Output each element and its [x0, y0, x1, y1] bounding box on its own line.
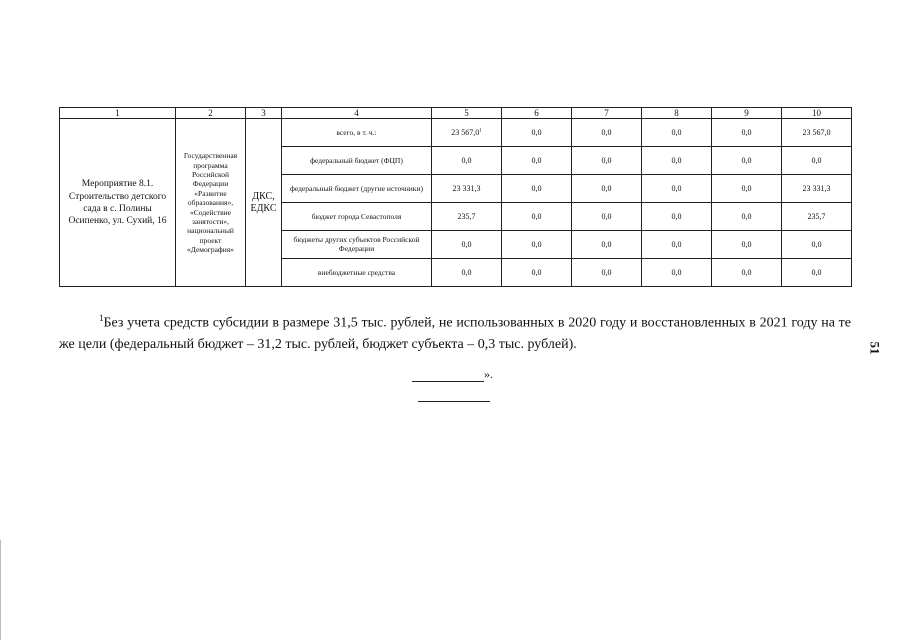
value-cell: 0,0: [432, 147, 502, 175]
value-cell: 0,0: [782, 259, 852, 287]
footnote-mark: 1: [99, 313, 104, 323]
value-cell: 0,0: [642, 231, 712, 259]
column-header: 7: [572, 108, 642, 119]
value-cell: 0,0: [712, 203, 782, 231]
value-cell: 235,7: [782, 203, 852, 231]
page-number: 51: [867, 341, 883, 355]
scan-edge-line: [0, 540, 1, 640]
end-mark: [412, 367, 493, 382]
value-cell: 0,0: [502, 231, 572, 259]
column-header: 5: [432, 108, 502, 119]
column-header: 3: [246, 108, 282, 119]
funding-source-cell: федеральный бюджет (другие источники): [282, 175, 432, 203]
funding-source-cell: федеральный бюджет (ФЦП): [282, 147, 432, 175]
footnote-text: Без учета средств субсидии в размере 31,5 тыс. рублей, не использованных в 2020 году и восстановленных в 2021 году на те же цели (федеральный бюджет – 31,2 тыс. рублей, бюджет субъекта – 0,3 тыс. рублей).: [59, 315, 851, 353]
value-cell: 23 567,0: [782, 119, 852, 147]
column-header: 10: [782, 108, 852, 119]
table-header-row: [60, 108, 852, 119]
value-cell: 0,0: [642, 203, 712, 231]
value-cell: 0,0: [502, 259, 572, 287]
value-cell: 23 331,3: [432, 175, 502, 203]
column-header: 2: [176, 108, 246, 119]
value-cell: 0,0: [712, 231, 782, 259]
value-cell: 0,0: [432, 259, 502, 287]
value-text: 23 567,0: [451, 128, 480, 138]
closing-quote: ».: [484, 367, 493, 381]
value-cell: 0,0: [642, 175, 712, 203]
funding-source-cell: всего, в т. ч.:: [282, 119, 432, 147]
value-cell: 0,0: [712, 175, 782, 203]
value-cell: 235,7: [432, 203, 502, 231]
budget-table: [59, 107, 852, 287]
blank-line: [412, 371, 484, 382]
table-row: [60, 119, 852, 147]
value-cell: 0,0: [572, 203, 642, 231]
executor-cell: ДКС, ЕДКС: [246, 119, 282, 287]
value-cell: 0,0: [642, 147, 712, 175]
footnote-mark: 1: [479, 128, 482, 134]
value-cell: 0,0: [572, 231, 642, 259]
funding-source-cell: бюджет города Севастополя: [282, 203, 432, 231]
value-cell: 0,0: [712, 119, 782, 147]
value-cell: 0,0: [642, 259, 712, 287]
value-cell: 0,0: [712, 147, 782, 175]
value-cell: 0,0: [782, 231, 852, 259]
value-cell: 0,0: [502, 119, 572, 147]
value-cell: 0,0: [502, 147, 572, 175]
funding-source-cell: бюджеты других субъектов Российской Федерации: [282, 231, 432, 259]
funding-source-cell: внебюджетные средства: [282, 259, 432, 287]
value-cell: 0,0: [712, 259, 782, 287]
value-cell: 0,0: [572, 147, 642, 175]
value-cell: 0,0: [572, 119, 642, 147]
event-name-cell: Мероприятие 8.1. Строительство детского сада в с. Полины Осипенко, ул. Сухий, 16: [60, 119, 176, 287]
value-cell: 0,0: [782, 147, 852, 175]
value-cell: 0,0: [502, 175, 572, 203]
column-header: 8: [642, 108, 712, 119]
value-cell: 0,0: [502, 203, 572, 231]
value-cell: 0,0: [572, 259, 642, 287]
column-header: 1: [60, 108, 176, 119]
column-header: 9: [712, 108, 782, 119]
value-cell: 0,0: [572, 175, 642, 203]
value-cell: 0,0: [432, 231, 502, 259]
program-cell: Государственная программа Российской Федерации «Развитие образования», «Содействие занятости», национальный проект «Демография»: [176, 119, 246, 287]
value-cell: [432, 119, 502, 147]
footnote: [59, 312, 851, 356]
value-cell: 0,0: [642, 119, 712, 147]
value-cell: 23 331,3: [782, 175, 852, 203]
column-header: 4: [282, 108, 432, 119]
column-header: 6: [502, 108, 572, 119]
separator-line: [418, 401, 490, 402]
